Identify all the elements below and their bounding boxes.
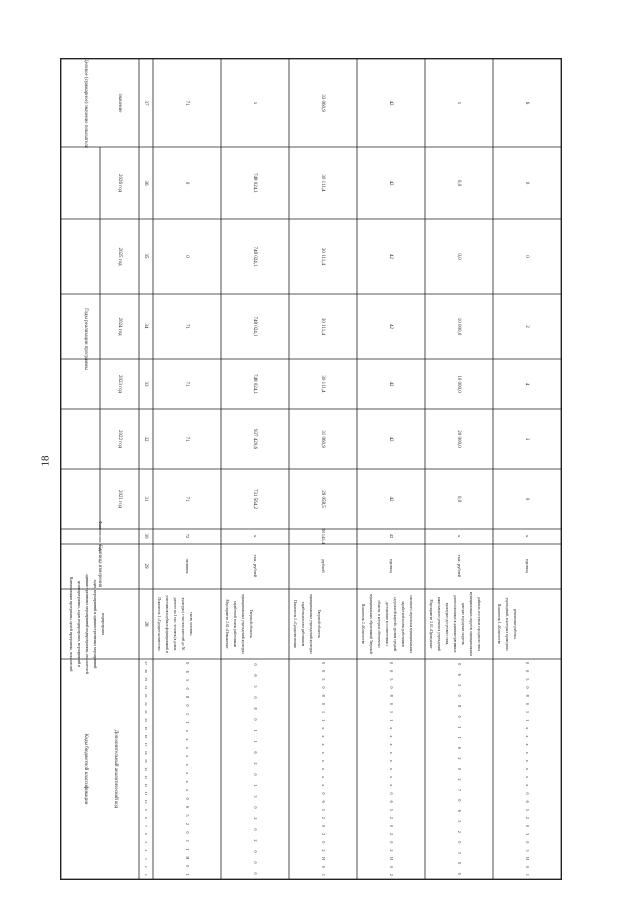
cell-code-char: 0 [253, 663, 259, 666]
cell-code-char: х [525, 759, 531, 762]
cell-code-char: 0 [389, 686, 395, 689]
column-number: 8 [144, 817, 149, 819]
cell-year-value: 0,0 [455, 495, 461, 503]
cell-code-char: 5 [389, 808, 395, 811]
cell-code-char: 1 [457, 726, 463, 729]
cell-code-char: 1 [185, 713, 191, 715]
cell-code-char: х [185, 780, 191, 783]
cell-code-char: 1 [525, 873, 531, 876]
cell-code-char: 0 [321, 841, 327, 844]
cell-code-char: Н [389, 857, 395, 861]
column-number: 25 [144, 677, 149, 682]
cell-total: 6 [523, 101, 529, 105]
cell-year-value: 42 [387, 496, 393, 502]
header-name-line: административных мероприятий подпрограммы, показателей [85, 574, 90, 674]
cell-fact: 42 [388, 533, 394, 539]
cell-code-char: 1 [253, 740, 259, 743]
cell-year-value: 42 [387, 324, 393, 329]
cell-name-line: Тверской области» [249, 609, 254, 639]
cell-code-char: 8 [525, 694, 531, 697]
cell-code-char: 6 [253, 674, 259, 677]
cell-code-char: 5 [185, 814, 191, 817]
cell-code-char: 1 [321, 873, 327, 876]
cell-name-line: достижение в соответствии с [385, 601, 390, 647]
cell-total: 42 [387, 100, 393, 106]
cell-code-char: 2 [389, 849, 395, 852]
cell-code-char: 0 [457, 694, 463, 697]
cell-code-char: 3 [525, 833, 531, 836]
column-number: 34 [142, 323, 148, 329]
cell-code-char: 6 [457, 673, 463, 676]
cell-code-char: х [525, 768, 531, 770]
cell-code-char: 0 [185, 662, 191, 665]
column-number: 3 [144, 857, 149, 860]
cell-code-char: 0 [525, 686, 531, 689]
cell-name-line: учреждений, в которых проведены [505, 597, 510, 651]
column-number: 15 [144, 759, 149, 763]
cell-name-line: капитального ремонта учреждений [437, 597, 442, 651]
cell-code-char: х [525, 735, 531, 738]
column-number: 22 [144, 702, 149, 706]
column-number: 1 [144, 874, 149, 876]
cell-code-char: 0 [185, 797, 191, 800]
cell-name-line: заработной платы работникам [233, 600, 238, 648]
cell-code-char: 8 [185, 696, 191, 699]
header-name-line: цели программы, задач подпрограмм, мероприятий и [77, 580, 82, 668]
cell-code-char: 6 [185, 806, 191, 809]
cell-unit: единиц [388, 559, 394, 573]
cell-code-char: х [389, 743, 395, 746]
cell-name-line: муниципальных учреждений культуры [309, 594, 314, 654]
cell-year-value: 0,0 [455, 253, 461, 260]
cell-code-char: х [185, 763, 191, 766]
column-number: 36 [142, 180, 148, 186]
header-name-line: задач, мероприятий и административных мероприятий [93, 579, 98, 669]
cell-name-line: муниципальных учреждений культуры [241, 594, 246, 654]
cell-code-char: 0 [185, 687, 191, 690]
cell-code-char: 5 [185, 679, 191, 682]
cell-code-char: 5 [525, 808, 531, 811]
cell-code-char: х [185, 789, 191, 792]
cell-code-char: 5 [457, 684, 463, 687]
column-number: 12 [144, 783, 149, 788]
cell-name-line: ремонтные работы» [513, 608, 518, 640]
cell-year-value: 748 024,1 [251, 374, 257, 394]
column-number: 16 [144, 750, 149, 755]
cell-code-char: х [321, 776, 327, 779]
cell-year-value: 30 111,4 [319, 375, 325, 393]
cell-code-char: 2 [185, 823, 191, 825]
cell-name-line: основного персонала муниципальных [409, 594, 414, 654]
cell-code-char: 2 [457, 757, 463, 760]
header-years-group: Годы реализации программы [82, 308, 88, 370]
cell-code-char: 0 [389, 662, 395, 665]
cell-code-char: х [525, 743, 531, 746]
cell-code-char: 0 [321, 825, 327, 828]
cell-name-line: муниципальных округов, муниципальных [469, 591, 474, 657]
cell-code-char: 0 [457, 872, 463, 875]
cell-code-char: 0 [321, 865, 327, 868]
header-year-5: 2025 год [116, 247, 122, 266]
rotated-table [61, 59, 561, 879]
cell-code-char: 1 [525, 719, 531, 722]
cell-code-char: 0 [525, 702, 531, 705]
cell-year-value: 748 024,1 [251, 173, 257, 193]
cell-code-char: х [321, 751, 327, 754]
cell-name-line: заработная плата работников [301, 601, 306, 647]
cell-year-value: 31 060,9 [319, 430, 325, 448]
cell-code-char: Н [321, 857, 327, 861]
cell-year-value: 0 [523, 181, 529, 185]
cell-fact: 72 [184, 533, 190, 539]
cell-code-char: 8 [321, 694, 327, 697]
cell-code-char: 0 [389, 865, 395, 868]
cell-name-line: области, в которых обеспечено [377, 600, 382, 648]
cell-code-char: 6 [389, 670, 395, 673]
cell-code-char: х [321, 743, 327, 746]
cell-code-char: 0 [253, 872, 259, 875]
cell-code-char: 0 [253, 850, 259, 853]
cell-year-value: 42 [387, 254, 393, 259]
cell-code-char: 0 [253, 718, 259, 721]
cell-year-value: 937 420,6 [251, 429, 257, 449]
cell-year-value: 0 [523, 497, 529, 501]
cell-year-value: 748 024,1 [251, 316, 257, 337]
cell-code-char: 0 [389, 792, 395, 795]
cell-code-char: 6 [253, 751, 259, 754]
cell-code-char: 0 [253, 773, 259, 776]
cell-code-char: 0 [457, 715, 463, 718]
cell-unit: единиц [524, 559, 530, 573]
cell-code-char: 3 [525, 849, 531, 852]
cell-year-value: 30 111,4 [319, 174, 325, 192]
cell-fact: х [524, 534, 530, 538]
column-number: 2 [144, 865, 149, 868]
cell-code-char: х [185, 746, 191, 749]
page-number: 18 [39, 455, 52, 467]
header-add-code: Дополнительный аналитический код [112, 729, 118, 809]
cell-code-char: х [525, 776, 531, 779]
cell-code-char: 1 [321, 710, 327, 713]
column-number: 31 [142, 496, 148, 502]
header-year-4: 2024 год [116, 317, 122, 336]
cell-unit: человек [184, 558, 190, 574]
cell-year-value: 0 [183, 255, 189, 258]
cell-code-char: 2 [253, 762, 259, 765]
cell-code-char: 2 [253, 817, 259, 820]
cell-code-char: х [321, 735, 327, 738]
cell-year-value: 10 000,0 [455, 375, 461, 393]
cell-year-value: 0 [183, 181, 189, 185]
header-name-line: подпрограмм [101, 613, 106, 635]
cell-year-value: 42 [387, 436, 393, 442]
cell-year-value: 10 000,0 [455, 317, 461, 336]
cell-code-char: 5 [525, 678, 531, 681]
cell-code-char: 0 [525, 865, 531, 868]
cell-code-char: Н [185, 856, 191, 860]
cell-code-char: 1 [185, 839, 191, 842]
column-number: 17 [144, 742, 149, 747]
cell-code-char: 2 [321, 849, 327, 852]
column-number: 9 [144, 808, 149, 811]
column-number: 21 [144, 710, 149, 714]
cell-code-char: 6 [457, 747, 463, 750]
cell-code-char: 6 [185, 670, 191, 673]
column-number: 18 [144, 734, 149, 739]
cell-name-line: тысяч человек» [189, 612, 194, 636]
cell-year-value: 42 [387, 180, 393, 186]
cell-name-line: Показатель 1 «Среднее количество [157, 597, 162, 651]
cell-code-char: Н [525, 857, 531, 861]
cell-code-char: х [525, 784, 531, 787]
cell-name-line: муниципальных образований Тверской [369, 594, 374, 654]
cell-code-char: х [185, 729, 191, 732]
column-number: 28 [142, 621, 148, 627]
cell-year-value: 20 000,0 [455, 430, 461, 448]
cell-year-value: 0 [523, 255, 529, 258]
cell-code-char: 6 [389, 800, 395, 803]
cell-year-value: 71 [183, 496, 189, 502]
column-number: 7 [144, 825, 149, 827]
header-target-value: Целевое (суммарное) значение показателя [82, 59, 88, 148]
column-number: 32 [142, 436, 148, 442]
cell-year-value: 748 024,1 [251, 246, 257, 267]
cell-code-char: 0 [185, 865, 191, 868]
column-number: 26 [144, 669, 149, 673]
column-number: 5 [144, 841, 149, 844]
cell-code-char: 1 [389, 719, 395, 722]
cell-name-line: культуры) с числом жителей до 50 [181, 597, 186, 651]
cell-year-value: 71 [183, 436, 189, 442]
header-year-1: 2021 год [116, 489, 122, 509]
cell-year-value: 4 [523, 382, 529, 386]
cell-total: х [455, 101, 461, 105]
header-value: значение [116, 93, 122, 113]
cell-code-char: 8 [389, 694, 395, 697]
cell-name-line: районах, поселках городского типа [477, 597, 482, 651]
cell-code-char: 0 [321, 686, 327, 689]
cell-code-char: 2 [253, 839, 259, 842]
cell-code-char: х [389, 776, 395, 779]
cell-code-char: 0 [525, 792, 531, 795]
cell-code-char: х [185, 755, 191, 758]
cell-code-char: 1 [185, 721, 191, 724]
cell-code-char: 0 [389, 702, 395, 705]
header-unit: Единица измерения [96, 544, 102, 588]
cell-code-char: 1 [185, 848, 191, 851]
cell-year-value: 71 [183, 381, 189, 387]
cell-code-char: х [389, 759, 395, 762]
column-number: 33 [142, 381, 148, 387]
header-codes: Коды бюджетной классификации [82, 733, 88, 805]
cell-code-char: х [389, 768, 395, 770]
cell-code-char: 1 [185, 873, 191, 876]
cell-name-line: Тверской области» [317, 609, 322, 639]
cell-code-char: 3 [457, 851, 463, 854]
column-number: 24 [144, 685, 149, 690]
cell-name-line: Мероприятие 2.02 «Повышение [225, 599, 230, 649]
cell-code-char: 2 [389, 873, 395, 876]
cell-year-value: 71 [183, 324, 189, 329]
column-number: 27 [144, 661, 149, 665]
cell-year-value: 42 [387, 381, 393, 387]
cell-unit: тыс. рублей [456, 554, 462, 578]
cell-code-char: 6 [525, 670, 531, 673]
column-number: 20 [144, 718, 149, 722]
cell-name-line: заработной платы работников [401, 601, 406, 647]
cell-code-char: 0 [321, 792, 327, 795]
column-number: 37 [142, 100, 148, 106]
header-year-2: 2022 год [116, 429, 122, 449]
column-number: 6 [144, 833, 149, 836]
cell-code-char: 8 [457, 705, 463, 708]
cell-code-char: 0 [457, 768, 463, 770]
cell-code-char: х [389, 751, 395, 754]
cell-code-char: х [185, 738, 191, 741]
cell-code-char: 3 [253, 795, 259, 798]
cell-code-char: 0 [321, 662, 327, 665]
column-number: 14 [144, 767, 149, 771]
cell-year-value: 2 [523, 325, 529, 328]
cell-year-value: 30 111,4 [319, 247, 325, 266]
cell-year-value: 731 564,2 [251, 489, 257, 509]
cell-code-char: х [321, 768, 327, 770]
cell-unit: тыс. рублей [252, 554, 258, 578]
cell-total: 71 [183, 100, 189, 106]
cell-name-line: «дорожной картой» уровня средней [393, 596, 398, 652]
cell-code-char: 6 [321, 800, 327, 803]
column-number: 29 [142, 563, 148, 569]
cell-code-char: 1 [253, 729, 259, 732]
cell-code-char: 1 [321, 719, 327, 722]
header-year-3: 2023 год [116, 374, 122, 394]
cell-code-char: 0 [525, 662, 531, 665]
cell-name-line: Мероприятие 2.03 «Проведение [429, 599, 434, 649]
cell-code-char: 5 [321, 808, 327, 811]
cell-code-char: 0 [525, 825, 531, 828]
column-number: 23 [144, 693, 149, 698]
cell-code-char: 0 [525, 841, 531, 844]
cell-code-char: 5 [457, 820, 463, 823]
cell-year-value: 3 [523, 437, 529, 441]
header-year-6: 2026 год [116, 173, 122, 193]
cell-code-char: х [525, 727, 531, 730]
cell-code-char: 1 [457, 736, 463, 739]
cell-code-char: 2 [457, 778, 463, 781]
cell-code-char: 2 [525, 816, 531, 819]
cell-code-char: 0 [457, 799, 463, 802]
column-number: 19 [144, 726, 149, 731]
cell-name-line: культурно-досугового типа, [445, 602, 450, 646]
cell-year-value: 0,0 [455, 179, 461, 187]
cell-name-line: Показатель 2 «Количество [361, 603, 366, 645]
cell-code-char: 1 [525, 710, 531, 713]
cell-year-value: 29 058,5 [319, 490, 325, 508]
cell-code-char: 2 [321, 816, 327, 819]
cell-code-char: х [321, 759, 327, 762]
cell-name-line: Показатель 1 «Среднемесячная [293, 600, 298, 648]
cell-code-char: х [389, 735, 395, 738]
header-name-line: Наименование программы, целей программы, показателей [69, 576, 74, 672]
cell-code-char: 6 [321, 670, 327, 673]
cell-name-line: центрах городских округов, [461, 602, 466, 646]
cell-code-char: 2 [389, 833, 395, 836]
column-number: 10 [144, 799, 149, 804]
cell-code-char: 0 [253, 696, 259, 699]
cell-code-char: 1 [253, 784, 259, 787]
cell-code-char: 0 [457, 862, 463, 865]
cell-code-char: 7 [457, 788, 463, 791]
cell-code-char: 0 [321, 702, 327, 705]
document-table [60, 58, 562, 880]
cell-code-char: 2 [389, 816, 395, 819]
cell-code-char: 0 [457, 663, 463, 666]
cell-code-char: 6 [525, 800, 531, 803]
cell-code-char: 5 [253, 685, 259, 688]
cell-name-line: участников клубных формирований в [165, 595, 170, 653]
cell-code-char: 0 [253, 828, 259, 831]
cell-code-char: х [525, 751, 531, 754]
column-number: 35 [142, 253, 148, 259]
cell-code-char: 0 [185, 831, 191, 834]
column-number: 13 [144, 775, 149, 779]
cell-code-char: 0 [253, 861, 259, 864]
cell-code-char: 2 [457, 830, 463, 833]
column-number: 30 [142, 533, 148, 539]
cell-name-line: расчете на 1 тыс. человек (в домах [173, 597, 178, 651]
cell-code-char: 0 [185, 704, 191, 707]
cell-fact: 28 145,4 [320, 528, 326, 544]
column-number: 4 [144, 849, 149, 852]
cell-name-line: расположенных в административных [453, 595, 458, 653]
cell-code-char: х [321, 784, 327, 787]
cell-code-char: 8 [253, 707, 259, 710]
cell-fact: х [252, 534, 258, 538]
cell-code-char: 6 [457, 809, 463, 812]
cell-total: х [251, 101, 257, 105]
cell-code-char: 0 [389, 825, 395, 828]
cell-name-line: Показатель 1 «Количество [497, 603, 502, 645]
cell-code-char: 2 [321, 833, 327, 836]
cell-unit: рублей [320, 559, 326, 573]
cell-total: 33 060,9 [319, 94, 325, 112]
cell-code-char: 0 [389, 841, 395, 844]
cell-code-char: х [321, 727, 327, 730]
column-number: 11 [144, 791, 149, 796]
cell-code-char: 0 [253, 806, 259, 809]
cell-code-char: х [185, 772, 191, 775]
cell-code-char: х [389, 727, 395, 730]
header-fact: Фактическое знач [98, 520, 104, 552]
cell-code-char: х [389, 784, 395, 787]
cell-fact: х [456, 534, 462, 538]
cell-code-char: 5 [389, 678, 395, 681]
cell-code-char: 1 [389, 710, 395, 713]
cell-code-char: 0 [457, 841, 463, 844]
cell-year-value: 30 111,4 [319, 317, 325, 336]
cell-code-char: 5 [321, 678, 327, 681]
